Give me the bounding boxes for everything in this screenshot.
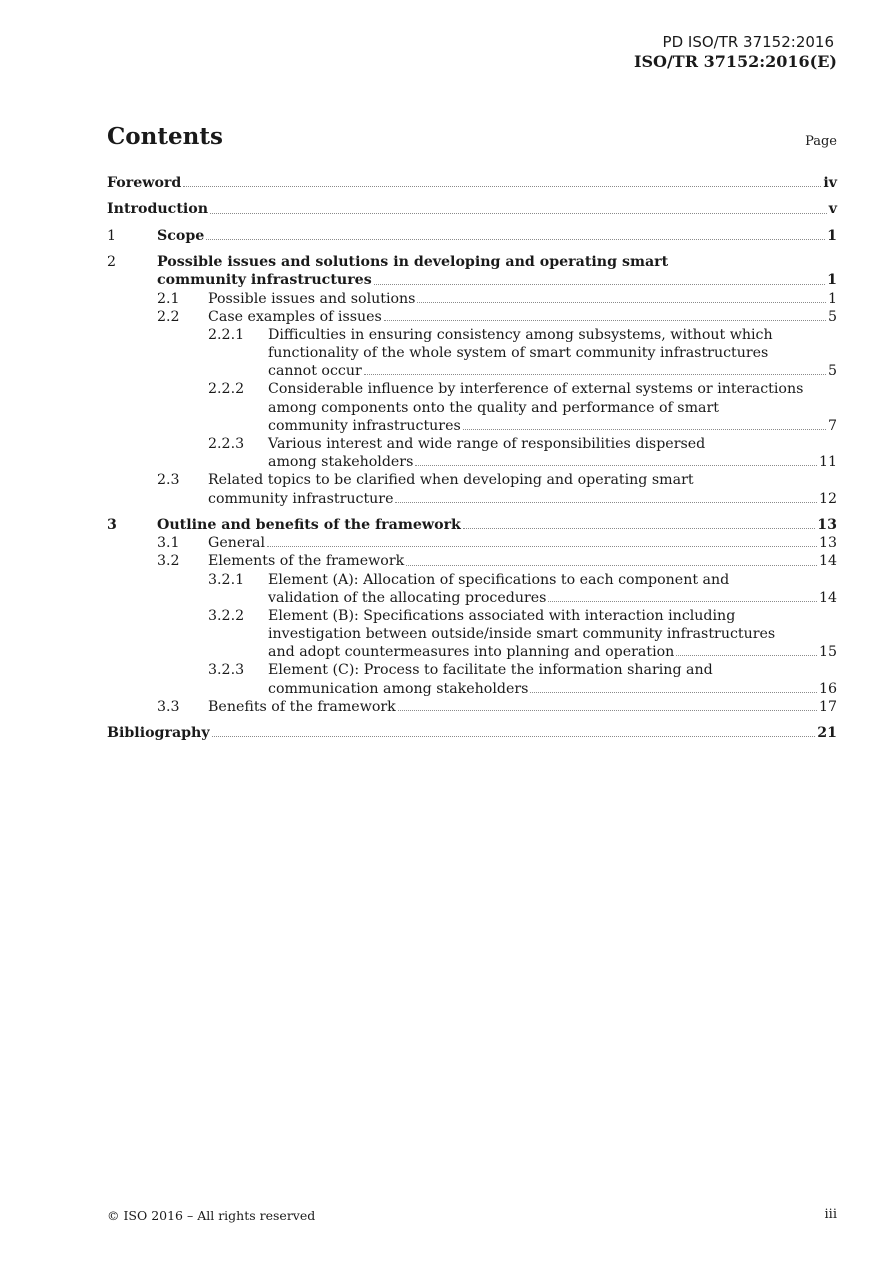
document-id: PD ISO/TR 37152:2016 <box>662 33 834 51</box>
toc-page-number: 15 <box>818 644 837 661</box>
toc-entry-title-line-3: cannot occur <box>268 363 362 380</box>
toc-page-number: 12 <box>818 490 837 507</box>
toc-entry-title-line-1: Possible issues and solutions in developing and operating smart <box>157 254 669 271</box>
leader-dots <box>395 502 816 503</box>
toc-entry-introduction[interactable] <box>107 200 837 218</box>
leader-dots <box>530 692 817 693</box>
toc-page-number: 13 <box>818 535 837 552</box>
toc-entry-title-line-2: community infrastructure <box>208 490 394 507</box>
section-number: 3.3 <box>157 698 180 715</box>
toc-page-number: 14 <box>818 589 837 606</box>
copyright-notice: © ISO 2016 – All rights reserved <box>107 1208 316 1223</box>
iso-standard-id: ISO/TR 37152:2016(E) <box>633 52 837 71</box>
toc-entry-3-3[interactable] <box>107 698 837 716</box>
toc-page-number: 5 <box>827 308 837 325</box>
toc-entry-3-2-1-cont[interactable] <box>107 589 837 607</box>
section-number: 2.2.2 <box>208 381 245 398</box>
toc-entry-title-line-2: investigation between outside/inside smart community infrastructures <box>268 626 776 643</box>
toc-entry-title: Benefits of the framework <box>208 698 396 715</box>
toc-page-number: 1 <box>827 227 837 244</box>
toc-entry-title-line-2: communication among stakeholders <box>268 680 529 697</box>
toc-entry-3-2-2-cont[interactable] <box>107 643 837 661</box>
section-number: 2.2 <box>157 308 180 325</box>
toc-entry-2-2-2[interactable] <box>107 380 837 398</box>
toc-page-number: v <box>828 201 837 218</box>
section-number: 2.2.3 <box>208 436 245 452</box>
leader-dots <box>415 465 817 466</box>
toc-entry-title: General <box>208 535 266 552</box>
section-number: 3.2.2 <box>208 607 245 624</box>
toc-page-number: 13 <box>817 516 837 533</box>
toc-entry-title: Foreword <box>107 175 182 191</box>
section-number: 2 <box>107 254 117 271</box>
toc-page-number: 11 <box>818 454 837 471</box>
toc-entry-bibliography[interactable] <box>107 724 837 742</box>
toc-entry-title: Introduction <box>107 201 209 218</box>
section-number: 3 <box>107 516 117 533</box>
toc-entry-2-2-1[interactable] <box>107 326 837 344</box>
toc-entry-title-line-2: functionality of the whole system of smart community infrastructures <box>268 345 769 362</box>
section-number: 3.1 <box>157 535 180 552</box>
page-column-label: Page <box>805 134 837 149</box>
leader-dots <box>364 374 826 375</box>
leader-dots <box>210 213 827 214</box>
toc-entry-2-3[interactable] <box>107 471 837 489</box>
toc-entry-2-1[interactable] <box>107 290 837 308</box>
toc-entry-2-2-3[interactable] <box>107 435 837 453</box>
contents-title: Contents <box>107 123 223 150</box>
leader-dots <box>417 302 826 303</box>
page-number: iii <box>824 1207 837 1222</box>
toc-entry-title-line-2: among components onto the quality and performance of smart <box>268 399 719 416</box>
toc-entry-2-2-2-cont[interactable] <box>107 399 837 417</box>
table-of-contents <box>107 174 837 742</box>
toc-entry-title: Scope <box>157 227 205 244</box>
leader-dots <box>212 736 816 737</box>
toc-entry-title-line-1: Element (A): Allocation of specifications to each component and <box>268 571 730 588</box>
toc-entry-section-2-cont[interactable] <box>107 271 837 289</box>
toc-entry-3-2-3[interactable] <box>107 661 837 679</box>
toc-page-number: 17 <box>818 698 837 715</box>
toc-entry-3-2[interactable] <box>107 552 837 570</box>
section-number: 1 <box>107 227 117 244</box>
toc-entry-2-2-3-cont[interactable] <box>107 453 837 471</box>
toc-entry-title: Possible issues and solutions <box>208 290 416 307</box>
toc-page-number: 14 <box>818 553 837 570</box>
toc-page-number: iv <box>823 175 837 191</box>
leader-dots <box>463 528 815 529</box>
leader-dots <box>384 320 826 321</box>
toc-entry-title: Bibliography <box>107 725 210 742</box>
toc-entry-title-line-3: and adopt countermeasures into planning and operation <box>268 644 675 661</box>
section-number: 3.2 <box>157 553 180 570</box>
toc-entry-title-line-1: Considerable influence by interference of external systems or interactions <box>268 381 804 398</box>
leader-dots <box>267 546 817 547</box>
toc-entry-title: Elements of the framework <box>208 553 405 570</box>
toc-entry-title-line-1: Element (C): Process to facilitate the information sharing and <box>268 662 713 679</box>
leader-dots <box>406 565 817 566</box>
section-number: 3.2.3 <box>208 662 245 679</box>
toc-page-number: 1 <box>827 272 837 289</box>
leader-dots <box>206 239 825 240</box>
leader-dots <box>676 655 817 656</box>
toc-entry-title: Outline and benefits of the framework <box>157 516 461 533</box>
toc-entry-foreword[interactable] <box>107 174 837 192</box>
toc-entry-3-2-1[interactable] <box>107 571 837 589</box>
toc-entry-section-3[interactable] <box>107 516 837 534</box>
toc-entry-3-2-3-cont[interactable] <box>107 680 837 698</box>
toc-page-number: 16 <box>818 680 837 697</box>
toc-entry-3-1[interactable] <box>107 534 837 552</box>
toc-entry-title-line-1: Difficulties in ensuring consistency among subsystems, without which <box>268 326 773 343</box>
toc-entry-3-2-2-cont[interactable] <box>107 625 837 643</box>
toc-entry-2-3-cont[interactable] <box>107 490 837 508</box>
toc-entry-2-2-2-cont[interactable] <box>107 417 837 435</box>
section-number: 2.3 <box>157 472 180 489</box>
section-number: 2.2.1 <box>208 326 245 343</box>
toc-entry-title-line-3: community infrastructures <box>268 417 461 434</box>
toc-entry-2-2-1-cont[interactable] <box>107 344 837 362</box>
toc-entry-title: Case examples of issues <box>208 308 382 325</box>
leader-dots <box>398 710 817 711</box>
toc-entry-title-line-1: Various interest and wide range of responsibilities dispersed <box>268 436 706 452</box>
toc-entry-2-2[interactable] <box>107 308 837 326</box>
toc-entry-2-2-1-cont[interactable] <box>107 362 837 380</box>
toc-page-number: 7 <box>827 417 837 434</box>
toc-page-number: 1 <box>827 290 837 307</box>
section-number: 2.1 <box>157 290 180 307</box>
leader-dots <box>463 429 826 430</box>
toc-entry-3-2-2[interactable] <box>107 607 837 625</box>
toc-entry-section-2[interactable] <box>107 253 837 271</box>
toc-entry-title-line-2: among stakeholders <box>268 454 414 471</box>
leader-dots <box>374 284 825 285</box>
toc-entry-scope[interactable] <box>107 227 837 245</box>
toc-entry-title-line-2: validation of the allocating procedures <box>268 589 547 606</box>
toc-entry-title-line-1: Related topics to be clarified when developing and operating smart <box>208 472 694 489</box>
leader-dots <box>548 601 817 602</box>
toc-entry-title-line-2: community infrastructures <box>157 272 372 289</box>
section-number: 3.2.1 <box>208 571 245 588</box>
toc-page-number: 5 <box>827 363 837 380</box>
toc-page-number: 21 <box>817 725 837 742</box>
toc-entry-title-line-1: Element (B): Specifications associated with interaction including <box>268 607 736 624</box>
leader-dots <box>183 186 821 187</box>
